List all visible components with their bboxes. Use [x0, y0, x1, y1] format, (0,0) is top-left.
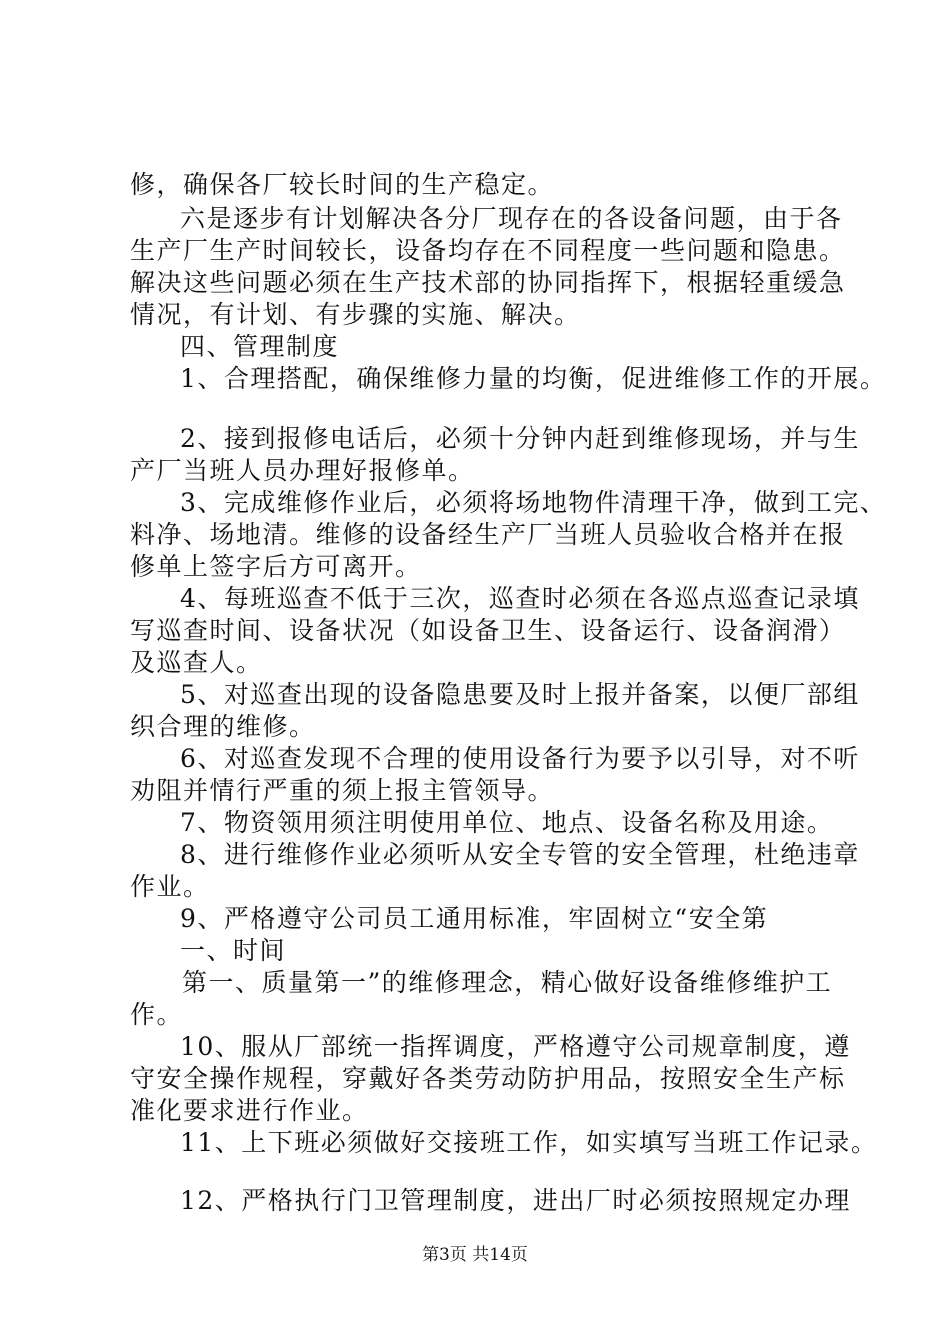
text-line: 5、对巡查出现的设备隐患要及时上报并备案，以便厂部组	[180, 680, 860, 709]
text-line: 作业。	[130, 872, 210, 901]
text-line: 劝阻并情行严重的须上报主管领导。	[130, 776, 555, 805]
page-footer: 第3页 共14页	[422, 1245, 528, 1265]
text-line: 修单上签字后方可离开。	[130, 552, 422, 581]
text-line: 12、严格执行门卫管理制度，进出厂时必须按照规定办理	[180, 1186, 851, 1215]
text-line: 一、时间	[180, 936, 287, 965]
text-line: 准化要求进行作业。	[130, 1096, 369, 1125]
text-line: 写巡查时间、设备状况（如设备卫生、设备运行、设备润滑）	[130, 616, 846, 645]
text-line: 料净、场地清。维修的设备经生产厂当班人员验收合格并在报	[130, 520, 846, 549]
text-line: 6、对巡查发现不合理的使用设备行为要予以引导，对不听	[180, 744, 860, 773]
text-line: 第一、质量第一”的维修理念，精心做好设备维修维护工	[182, 968, 833, 997]
text-line: 4、每班巡查不低于三次，巡查时必须在各巡点巡查记录填	[180, 584, 860, 613]
text-line: 10、服从厂部统一指挥调度，严格遵守公司规章制度，遵	[180, 1032, 851, 1061]
text-line: 产厂当班人员办理好报修单。	[130, 456, 475, 485]
text-line: 解决这些问题必须在生产技术部的协同指挥下，根据轻重缓急	[130, 268, 846, 297]
text-line: 2、接到报修电话后，必须十分钟内赶到维修现场，并与生	[180, 424, 860, 453]
text-line: 织合理的维修。	[130, 712, 316, 741]
text-line: 生产厂生产时间较长，设备均存在不同程度一些问题和隐患。	[130, 236, 846, 265]
text-line: 7、物资领用须注明使用单位、地点、设备名称及用途。	[180, 808, 834, 837]
text-line: 9、严格遵守公司员工通用标准，牢固树立“安全第	[180, 904, 769, 933]
section-heading: 四、管理制度	[180, 332, 340, 361]
text-line: 3、完成维修作业后，必须将场地物件清理干净，做到工完、	[180, 488, 887, 517]
text-line: 1、合理搭配，确保维修力量的均衡，促进维修工作的开展。	[180, 364, 887, 393]
text-line: 六是逐步有计划解决各分厂现存在的各设备问题，由于各	[180, 204, 843, 233]
text-line: 及巡查人。	[130, 648, 263, 677]
text-line: 修，确保各厂较长时间的生产稳定。	[130, 170, 555, 199]
text-line: 11、上下班必须做好交接班工作，如实填写当班工作记录。	[180, 1128, 878, 1157]
text-line: 守安全操作规程，穿戴好各类劳动防护用品，按照安全生产标	[130, 1064, 846, 1093]
text-line: 作。	[130, 1000, 184, 1029]
text-line: 8、进行维修作业必须听从安全专管的安全管理，杜绝违章	[180, 840, 860, 869]
text-line: 情况，有计划、有步骤的实施、解决。	[130, 300, 581, 329]
